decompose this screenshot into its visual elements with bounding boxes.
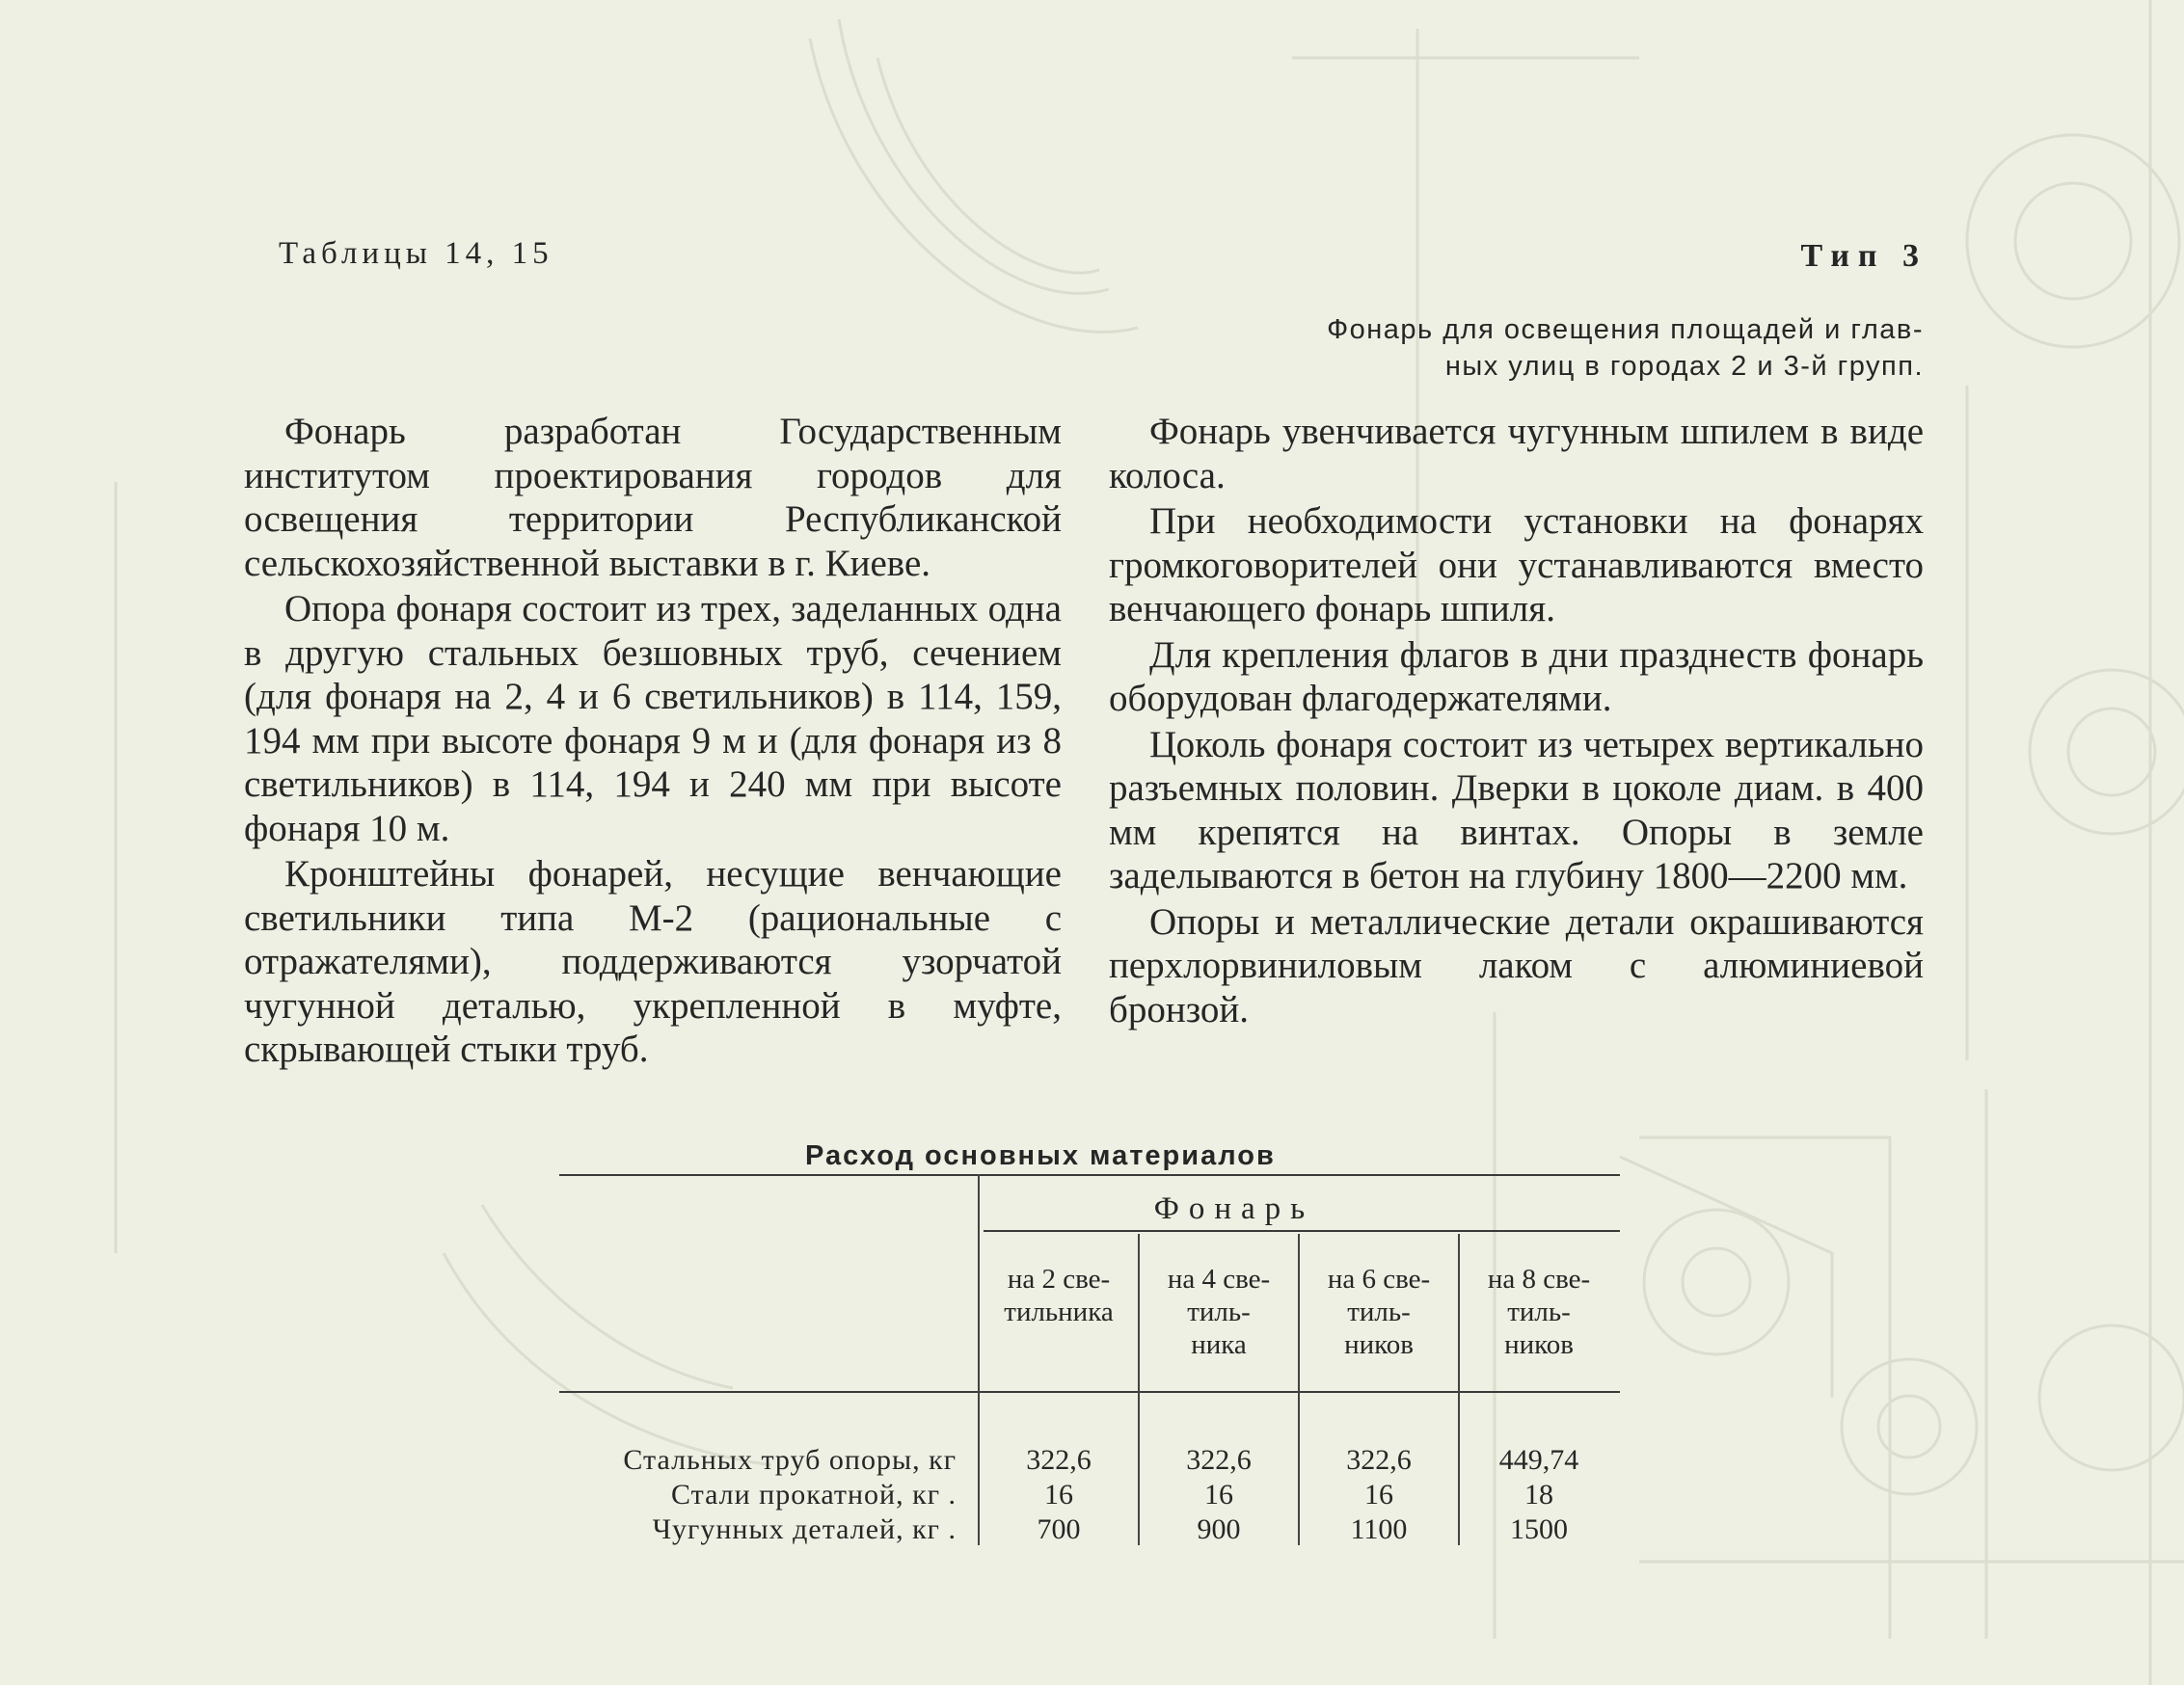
table-cell: 16 bbox=[1364, 1479, 1393, 1511]
table-row-label: Чугунных деталей, кг . bbox=[652, 1513, 957, 1545]
right-text-column bbox=[1109, 410, 1924, 1033]
table-cell: 18 bbox=[1524, 1479, 1553, 1511]
table-cell: 900 bbox=[1197, 1513, 1241, 1545]
table-cell: 1100 bbox=[1350, 1513, 1408, 1545]
table-row-label: Стали прокатной, кг . bbox=[670, 1479, 957, 1511]
table-cell: 322,6 bbox=[1186, 1444, 1252, 1476]
paragraph: Цоколь фонаря состоит из четырех вертикально разъемных половин. Дверки в цоколе диам. в 400 мм крепятся на винтах. Опоры в земле заделываются в бетон на глубину 1800—2200 мм. bbox=[1109, 723, 1924, 896]
table-group-header: Фонарь bbox=[1153, 1191, 1315, 1226]
table-rule bbox=[559, 1391, 1620, 1393]
paragraph: Фонарь разработан Государственным институтом проектирования городов для освещения территории Республиканской сельскохозяйственной выставки в г. Киеве. bbox=[244, 411, 1062, 584]
paragraph: Опоры и металлические детали окрашиваются перхлорвиниловым лаком с алюминиевой бронзой. bbox=[1109, 900, 1924, 1030]
table-row-label: Стальных труб опоры, кг bbox=[623, 1444, 957, 1476]
table-cell: 322,6 bbox=[1346, 1444, 1412, 1476]
table-cell: 16 bbox=[1204, 1479, 1233, 1511]
table-cell: 322,6 bbox=[1026, 1444, 1092, 1476]
table-reference: Таблицы 14, 15 bbox=[279, 236, 553, 271]
document-subtitle bbox=[1229, 311, 1924, 385]
type-label: Тип 3 bbox=[1800, 238, 1928, 274]
subtitle-line: Фонарь для освещения площадей и глав- bbox=[1327, 314, 1924, 345]
table-cell: 449,74 bbox=[1498, 1444, 1579, 1476]
table-rule bbox=[984, 1230, 1620, 1232]
table-column-header: на 8 све- тиль- ников bbox=[1487, 1264, 1591, 1360]
table-cell: 16 bbox=[1044, 1479, 1073, 1511]
table-cell: 1500 bbox=[1510, 1513, 1568, 1545]
paragraph: Фонарь увенчивается чугунным шпилем в виде колоса. bbox=[1109, 411, 1924, 496]
materials-table bbox=[559, 1174, 1620, 1550]
table-rule bbox=[559, 1174, 1620, 1176]
paragraph: Для крепления флагов в дни празднеств фонарь оборудован флагодержателями. bbox=[1109, 633, 1924, 719]
table-cell: 700 bbox=[1037, 1513, 1081, 1545]
table-column-header: на 2 све- тильника bbox=[1004, 1264, 1114, 1327]
subtitle-line: ных улиц в городах 2 и 3-й групп. bbox=[1444, 351, 1924, 382]
table-column-header: на 6 све- тиль- ников bbox=[1327, 1264, 1431, 1360]
paragraph: Кронштейны фонарей, несущие венчающие светильники типа М-2 (рациональные с отражателями), поддерживаются узорчатой чугунной деталью, укрепленной в муфте, скрывающей стыки труб. bbox=[244, 853, 1062, 1070]
paragraph: При необходимости установки на фонарях громкоговорителей они устанавливаются вместо венчающего фонарь шпиля. bbox=[1109, 500, 1924, 629]
table-column-header: на 4 све- тиль- ника bbox=[1167, 1264, 1271, 1360]
paragraph: Опора фонаря состоит из трех, заделанных одна в другую стальных безшовных труб, сечением (для фонаря на 2, 4 и 6 светильников) в 114, 159, 194 мм при высоте фонаря 9 м и (для фонаря из 8 светильников) в 114, 194 и 240 мм при высоте фонаря 10 м. bbox=[244, 588, 1062, 849]
left-text-column bbox=[244, 410, 1062, 1074]
materials-table-title: Расход основных материалов bbox=[805, 1140, 1276, 1171]
